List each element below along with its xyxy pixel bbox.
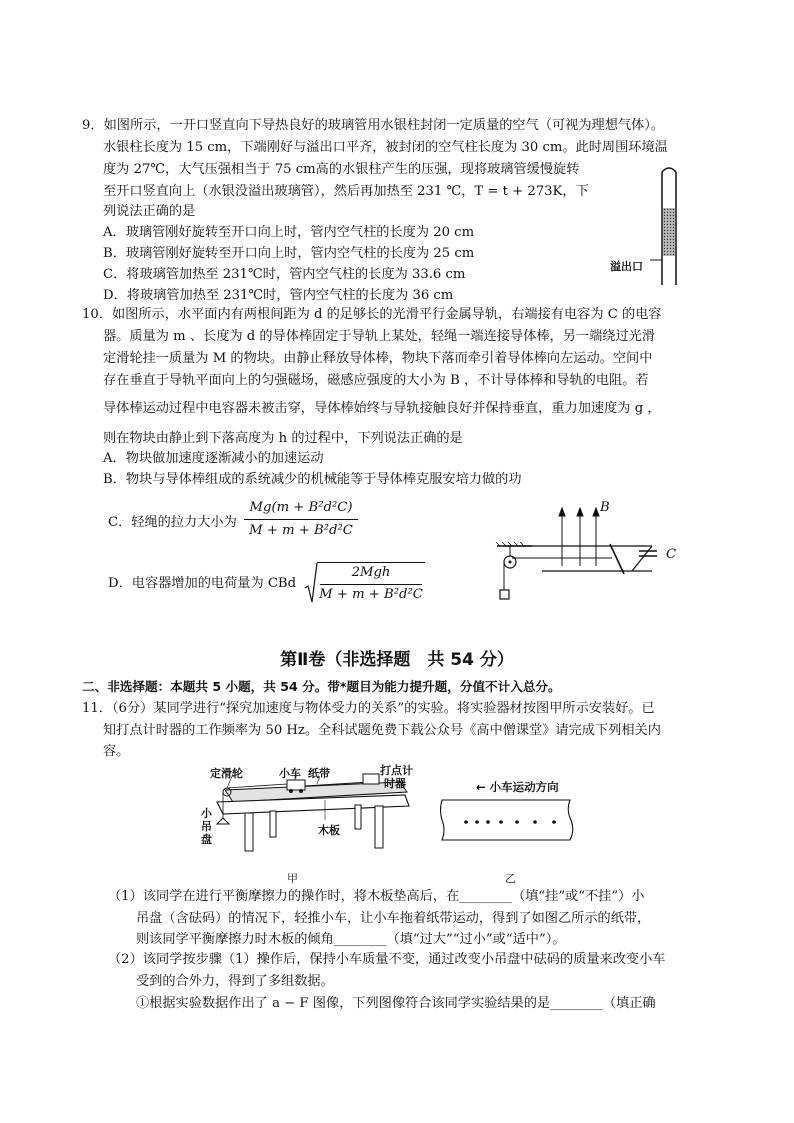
q11-part1-line1: （1）该同学在进行平衡摩擦力的操作时，将木板垫高后，在________（填“挂”或“不挂”）小: [108, 889, 645, 904]
q9-option-d: D．将玻璃管加热至 231℃时，管内空气柱的长度为 36 cm: [103, 288, 454, 303]
q11-label-pan-2: 吊: [201, 820, 212, 833]
q9-stem-line1: 9．如图所示，一开口竖直向下导热良好的玻璃管用水银柱封闭一定质量的空气（可视为理想气体）。: [82, 118, 665, 133]
q9-stem-line2: 水银柱长度为 15 cm，下端刚好与溢出口平齐，被封闭的空气柱长度为 30 cm。此时周围环境温: [103, 140, 668, 155]
q11-stem-line3: 容。: [103, 744, 130, 759]
q11-stem-line1: 11．（6分）某同学进行“探究加速度与物体受力的关系”的实验。将实验器材按图甲所示安装好。已: [82, 701, 655, 716]
q10-option-b: B．物块与导体棒组成的系统减少的机械能等于导体棒克服安培力做的功: [103, 472, 522, 487]
q11-label-pan-3: 盘: [201, 833, 212, 846]
q10-sqrt-sign: [304, 562, 318, 606]
q10-stem-line5: 导体棒运动过程中电容器未被击穿，导体棒始终与导轨接触良好并保持垂直，重力加速度为 g ，: [103, 401, 661, 416]
q11-paper-tape-figure: [440, 798, 580, 843]
q10-rail-figure: [492, 496, 692, 606]
q11-label-timer-2: 时器: [384, 777, 406, 790]
q10-stem-line1: 10．如图所示，水平面内有两根间距为 d 的足够长的光滑平行金属导轨，右端接有电容为 C 的电容: [82, 307, 662, 322]
q11-part2-line3: ①根据实验数据作出了 a − F 图像，下列图像符合该同学实验结果的是________（填正确: [136, 996, 656, 1011]
q9-overflow-label: 溢出口: [610, 260, 643, 273]
q9-option-b: B．玻璃管刚好旋转至开口向上时，管内空气柱的长度为 25 cm: [103, 246, 475, 261]
q11-caption-jia: 甲: [287, 872, 298, 885]
q10-figure-b-label: B: [600, 500, 610, 515]
q10-option-c-numerator: Mg(m + B²d²C): [249, 500, 353, 515]
q11-label-pan-1: 小: [201, 807, 212, 820]
q11-part1-line2: 吊盘（含砝码）的情况下，轻推小车，让小车拖着纸带运动，得到了如图乙所示的纸带，: [136, 911, 651, 926]
q11-label-board: 木板: [318, 824, 340, 837]
q10-option-c-prefix: C．轻绳的拉力大小为: [108, 515, 237, 530]
q10-stem-line6: 则在物块由静止到下落高度为 h 的过程中，下列说法正确的是: [103, 431, 463, 446]
q11-part2-line1: （2）该同学按步骤（1）操作后，保持小车质量不变，通过改变小吊盘中砝码的质量来改变小车: [108, 952, 666, 967]
q11-label-pulley: 定滑轮: [210, 767, 243, 780]
q10-option-a: A．物块做加速度逐渐减小的加速运动: [103, 451, 324, 466]
q11-caption-yi: 乙: [505, 872, 516, 885]
q11-label-cart: 小车: [279, 767, 301, 780]
q10-option-d-fraction-bar: [320, 584, 422, 585]
q10-option-d-prefix: D．电容器增加的电荷量为 CBd: [108, 576, 297, 591]
section-2-heading: 二、非选择题：本题共 5 小题，共 54 分。带*题目为能力提升题，分值不计入总分。: [82, 679, 561, 694]
q10-stem-line2: 器。质量为 m 、长度为 d 的导体棒固定于导轨上某处，轻绳一端连接导体棒，另一端绕过光滑: [103, 329, 656, 344]
q11-label-timer-1: 打点计: [380, 764, 413, 777]
q11-stem-line2: 知打点计时器的工作频率为 50 Hz。全科试题免费下载公众号《高中僧课堂》请完成下列相关内: [103, 723, 661, 738]
q9-stem-line4: 至开口竖直向上（水银没溢出玻璃管），然后再加热至 231 ℃，T = t + 273K，下: [103, 184, 589, 199]
q10-sqrt-overline: [317, 562, 425, 563]
q9-stem-line3: 度为 27℃，大气压强相当于 75 cm高的水银柱产生的压强，现将玻璃管缓慢旋转: [103, 162, 580, 177]
q11-part1-line3: 则该同学平衡摩擦力时木板的倾角________（填“过大”“过小”或“适中”）。: [136, 932, 566, 947]
q9-stem-line5: 列说法正确的是: [103, 204, 196, 219]
q11-part2-line2: 受到的合外力，得到了多组数据。: [136, 974, 334, 989]
q10-figure-c-label: C: [666, 547, 677, 562]
q9-option-c: C．将玻璃管加热至 231℃时，管内空气柱的长度为 33.6 cm: [103, 267, 466, 282]
q10-option-d-numerator: 2Mgh: [351, 565, 391, 580]
q10-option-c-fraction-bar: [244, 519, 358, 520]
q9-option-a: A．玻璃管刚好旋转至开口向上时，管内空气柱的长度为 20 cm: [103, 225, 475, 240]
q10-stem-line3: 定滑轮挂一质量为 M 的物块。由静止释放导体棒，物块下落而牵引着导体棒向左运动。空间中: [103, 351, 653, 366]
q10-option-c-denominator: M + m + B²d²C: [249, 523, 353, 538]
q10-stem-line4: 存在垂直于导轨平面向上的匀强磁场，磁感应强度的大小为 B ，不计导体棒和导轨的电阻。若: [103, 373, 649, 388]
section-2-title: 第Ⅱ卷（非选择题 共 54 分）: [280, 650, 514, 670]
q10-option-d-denominator: M + m + B²d²C: [319, 587, 423, 602]
q11-direction-label: ← 小车运动方向: [476, 780, 559, 794]
q11-label-tape: 纸带: [308, 767, 330, 780]
